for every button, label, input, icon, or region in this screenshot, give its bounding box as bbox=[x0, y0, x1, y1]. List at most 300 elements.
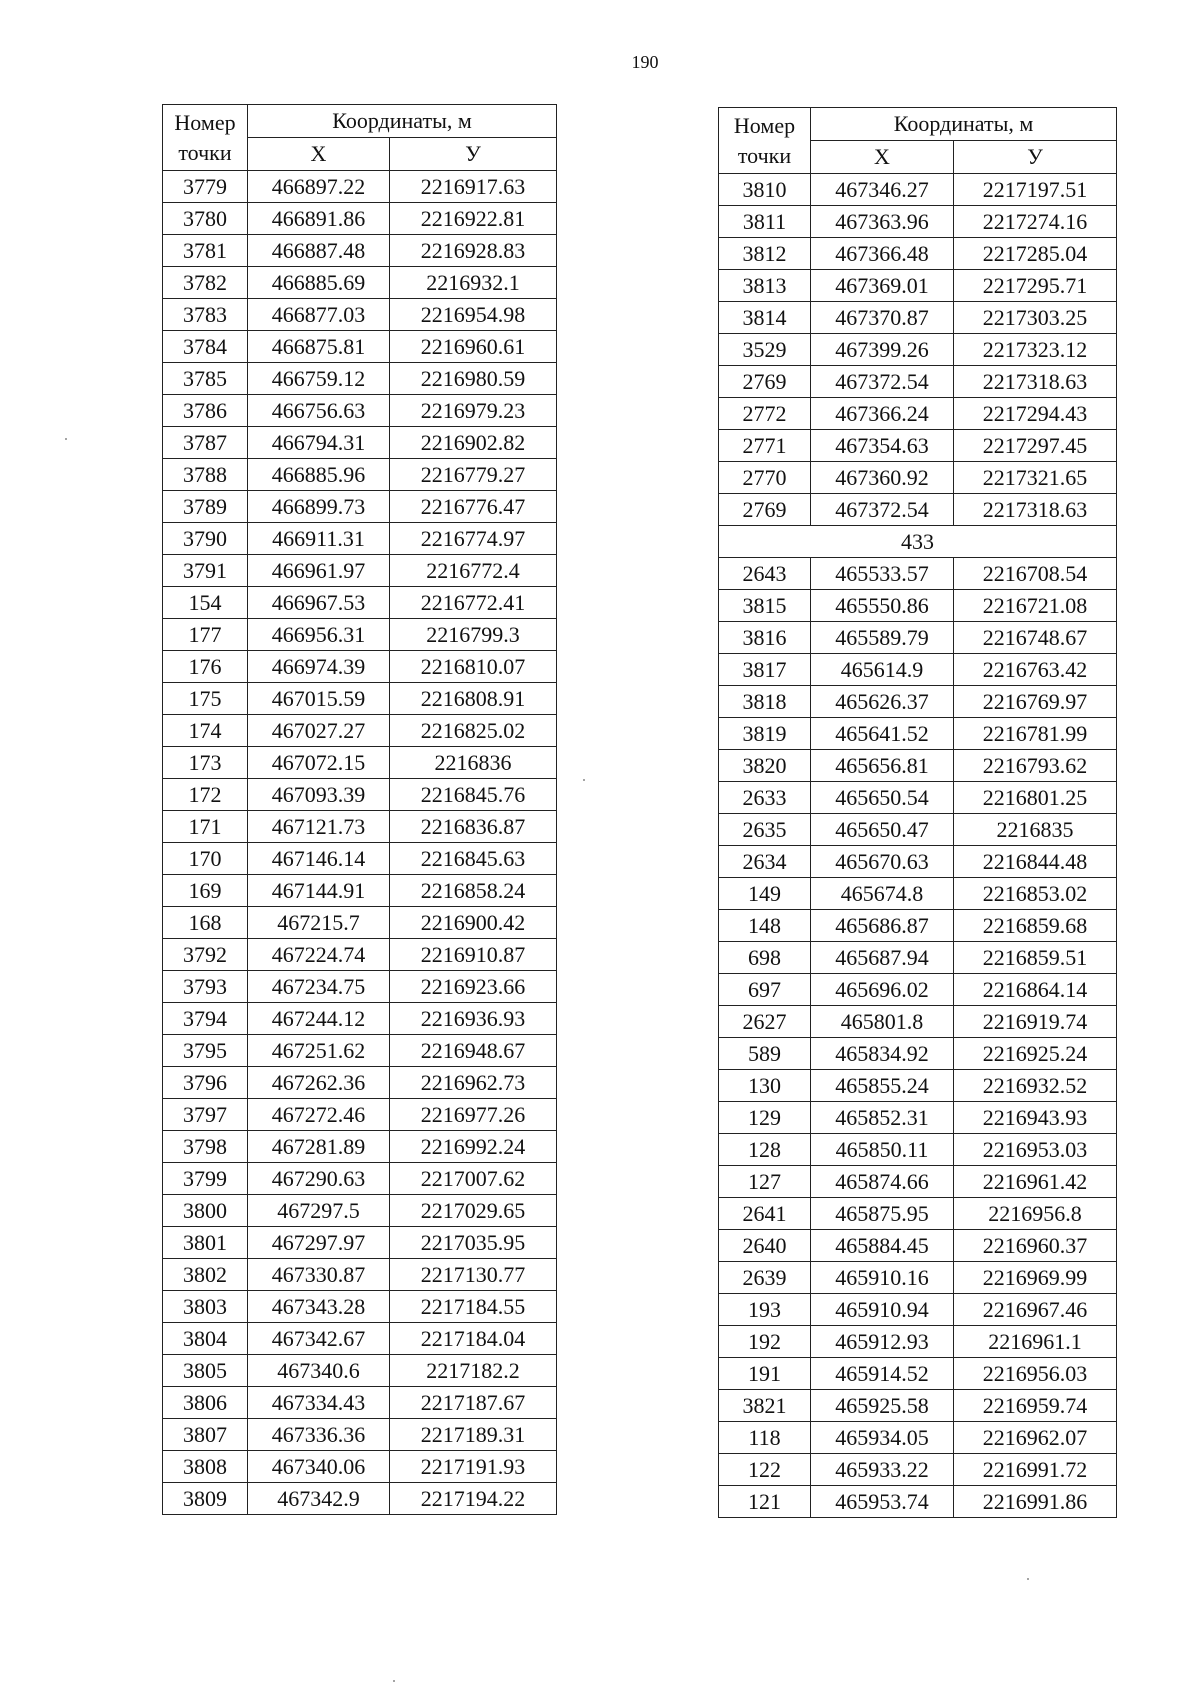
table-row bbox=[719, 686, 1117, 718]
x-column-header: X bbox=[811, 141, 954, 174]
table-row bbox=[719, 942, 1117, 974]
x-coordinate-cell: 465801.8 bbox=[811, 1006, 954, 1038]
y-coordinate-cell: 2216835 bbox=[954, 814, 1117, 846]
section-row bbox=[719, 526, 1117, 558]
table-row bbox=[163, 1355, 557, 1387]
x-coordinate-cell: 465912.93 bbox=[811, 1326, 954, 1358]
y-coordinate-cell: 2216979.23 bbox=[390, 395, 557, 427]
y-coordinate-cell: 2216772.4 bbox=[390, 555, 557, 587]
table-row bbox=[719, 1134, 1117, 1166]
y-coordinate-cell: 2216910.87 bbox=[390, 939, 557, 971]
y-coordinate-cell: 2216959.74 bbox=[954, 1390, 1117, 1422]
point-number-header bbox=[163, 105, 248, 171]
coordinates-header: Координаты, м bbox=[811, 108, 1117, 141]
table-row bbox=[719, 558, 1117, 590]
table-row bbox=[719, 1358, 1117, 1390]
table-row bbox=[163, 1291, 557, 1323]
table-row bbox=[163, 459, 557, 491]
y-coordinate-cell: 2216779.27 bbox=[390, 459, 557, 491]
y-coordinate-cell: 2217029.65 bbox=[390, 1195, 557, 1227]
point-number-cell: 3801 bbox=[163, 1227, 248, 1259]
y-coordinate-cell: 2216962.73 bbox=[390, 1067, 557, 1099]
point-number-cell: 3791 bbox=[163, 555, 248, 587]
point-number-cell: 118 bbox=[719, 1422, 811, 1454]
y-coordinate-cell: 2216748.67 bbox=[954, 622, 1117, 654]
table-row bbox=[163, 1035, 557, 1067]
y-coordinate-cell: 2216922.81 bbox=[390, 203, 557, 235]
point-number-cell: 3806 bbox=[163, 1387, 248, 1419]
point-number-cell: 2627 bbox=[719, 1006, 811, 1038]
y-coordinate-cell: 2216992.24 bbox=[390, 1131, 557, 1163]
point-number-cell: 176 bbox=[163, 651, 248, 683]
x-coordinate-cell: 466885.69 bbox=[248, 267, 390, 299]
y-coordinate-cell: 2216917.63 bbox=[390, 171, 557, 203]
table-row bbox=[719, 1166, 1117, 1198]
x-coordinate-cell: 465550.86 bbox=[811, 590, 954, 622]
x-coordinate-cell: 467244.12 bbox=[248, 1003, 390, 1035]
y-coordinate-cell: 2216925.24 bbox=[954, 1038, 1117, 1070]
y-coordinate-cell: 2216953.03 bbox=[954, 1134, 1117, 1166]
y-coordinate-cell: 2216864.14 bbox=[954, 974, 1117, 1006]
x-coordinate-cell: 467224.74 bbox=[248, 939, 390, 971]
point-number-cell: 170 bbox=[163, 843, 248, 875]
point-number-cell: 589 bbox=[719, 1038, 811, 1070]
point-number-cell: 3783 bbox=[163, 299, 248, 331]
y-coordinate-cell: 2216845.63 bbox=[390, 843, 557, 875]
point-number-cell: 3800 bbox=[163, 1195, 248, 1227]
table-row bbox=[719, 206, 1117, 238]
scan-speck bbox=[583, 779, 585, 781]
y-coordinate-cell: 2216967.46 bbox=[954, 1294, 1117, 1326]
x-coordinate-cell: 465686.87 bbox=[811, 910, 954, 942]
x-coordinate-cell: 467372.54 bbox=[811, 366, 954, 398]
point-number-cell: 3812 bbox=[719, 238, 811, 270]
x-coordinate-cell: 466961.97 bbox=[248, 555, 390, 587]
point-number-cell: 171 bbox=[163, 811, 248, 843]
y-coordinate-cell: 2216919.74 bbox=[954, 1006, 1117, 1038]
table-row bbox=[163, 299, 557, 331]
point-number-cell: 3817 bbox=[719, 654, 811, 686]
x-coordinate-cell: 465953.74 bbox=[811, 1486, 954, 1518]
x-coordinate-cell: 467366.48 bbox=[811, 238, 954, 270]
y-coordinate-cell: 2217318.63 bbox=[954, 366, 1117, 398]
y-coordinate-cell: 2216956.8 bbox=[954, 1198, 1117, 1230]
table-row bbox=[163, 395, 557, 427]
y-coordinate-cell: 2216960.61 bbox=[390, 331, 557, 363]
x-coordinate-cell: 467144.91 bbox=[248, 875, 390, 907]
x-coordinate-cell: 466887.48 bbox=[248, 235, 390, 267]
point-number-cell: 2633 bbox=[719, 782, 811, 814]
x-coordinate-cell: 466911.31 bbox=[248, 523, 390, 555]
y-coordinate-cell: 2217318.63 bbox=[954, 494, 1117, 526]
point-label-line1: Номер bbox=[174, 109, 236, 135]
table-row bbox=[719, 462, 1117, 494]
table-row bbox=[163, 1195, 557, 1227]
y-coordinate-cell: 2216763.42 bbox=[954, 654, 1117, 686]
point-number-cell: 149 bbox=[719, 878, 811, 910]
point-number-cell: 3785 bbox=[163, 363, 248, 395]
point-number-cell: 3819 bbox=[719, 718, 811, 750]
table-row bbox=[719, 782, 1117, 814]
table-row bbox=[163, 1451, 557, 1483]
point-number-cell: 122 bbox=[719, 1454, 811, 1486]
x-coordinate-cell: 467290.63 bbox=[248, 1163, 390, 1195]
y-coordinate-cell: 2216853.02 bbox=[954, 878, 1117, 910]
point-number-cell: 2772 bbox=[719, 398, 811, 430]
x-coordinate-cell: 467015.59 bbox=[248, 683, 390, 715]
x-coordinate-cell: 467340.6 bbox=[248, 1355, 390, 1387]
y-coordinate-cell: 2216721.08 bbox=[954, 590, 1117, 622]
y-coordinate-cell: 2216859.51 bbox=[954, 942, 1117, 974]
point-number-cell: 2639 bbox=[719, 1262, 811, 1294]
scan-speck bbox=[393, 1680, 395, 1682]
table-row bbox=[163, 843, 557, 875]
x-coordinate-cell: 466885.96 bbox=[248, 459, 390, 491]
y-coordinate-cell: 2216932.52 bbox=[954, 1070, 1117, 1102]
x-coordinate-cell: 465910.94 bbox=[811, 1294, 954, 1326]
x-coordinate-cell: 467354.63 bbox=[811, 430, 954, 462]
point-number-cell: 3780 bbox=[163, 203, 248, 235]
y-coordinate-cell: 2217285.04 bbox=[954, 238, 1117, 270]
table-row bbox=[163, 203, 557, 235]
y-coordinate-cell: 2217187.67 bbox=[390, 1387, 557, 1419]
y-coordinate-cell: 2216858.24 bbox=[390, 875, 557, 907]
point-number-cell: 3798 bbox=[163, 1131, 248, 1163]
point-number-cell: 3803 bbox=[163, 1291, 248, 1323]
y-coordinate-cell: 2216836.87 bbox=[390, 811, 557, 843]
point-number-cell: 154 bbox=[163, 587, 248, 619]
point-number-cell: 3779 bbox=[163, 171, 248, 203]
point-number-cell: 172 bbox=[163, 779, 248, 811]
point-number-cell: 3529 bbox=[719, 334, 811, 366]
x-coordinate-cell: 467297.97 bbox=[248, 1227, 390, 1259]
x-coordinate-cell: 467343.28 bbox=[248, 1291, 390, 1323]
y-coordinate-cell: 2216859.68 bbox=[954, 910, 1117, 942]
table-row bbox=[719, 654, 1117, 686]
point-label-line2: точки bbox=[178, 139, 232, 165]
point-number-cell: 3811 bbox=[719, 206, 811, 238]
y-coordinate-cell: 2216769.97 bbox=[954, 686, 1117, 718]
scan-speck bbox=[1027, 1578, 1029, 1580]
table-row bbox=[719, 1486, 1117, 1518]
table-row bbox=[719, 878, 1117, 910]
y-coordinate-cell: 2216991.86 bbox=[954, 1486, 1117, 1518]
point-number-cell: 3794 bbox=[163, 1003, 248, 1035]
y-column-header: У bbox=[954, 141, 1117, 174]
point-number-cell: 3799 bbox=[163, 1163, 248, 1195]
x-coordinate-cell: 465834.92 bbox=[811, 1038, 954, 1070]
table-row bbox=[163, 1099, 557, 1131]
x-coordinate-cell: 467272.46 bbox=[248, 1099, 390, 1131]
y-coordinate-cell: 2217321.65 bbox=[954, 462, 1117, 494]
x-coordinate-cell: 466794.31 bbox=[248, 427, 390, 459]
point-number-cell: 128 bbox=[719, 1134, 811, 1166]
table-row bbox=[719, 366, 1117, 398]
y-coordinate-cell: 2217182.2 bbox=[390, 1355, 557, 1387]
x-coordinate-cell: 466877.03 bbox=[248, 299, 390, 331]
point-number-cell: 148 bbox=[719, 910, 811, 942]
x-coordinate-cell: 466891.86 bbox=[248, 203, 390, 235]
x-coordinate-cell: 465914.52 bbox=[811, 1358, 954, 1390]
x-coordinate-cell: 465874.66 bbox=[811, 1166, 954, 1198]
y-coordinate-cell: 2216956.03 bbox=[954, 1358, 1117, 1390]
point-number-cell: 3797 bbox=[163, 1099, 248, 1131]
table-row bbox=[719, 334, 1117, 366]
point-number-cell: 173 bbox=[163, 747, 248, 779]
point-number-cell: 3805 bbox=[163, 1355, 248, 1387]
x-coordinate-cell: 465884.45 bbox=[811, 1230, 954, 1262]
x-coordinate-cell: 467342.67 bbox=[248, 1323, 390, 1355]
x-coordinate-cell: 465614.9 bbox=[811, 654, 954, 686]
y-coordinate-cell: 2217007.62 bbox=[390, 1163, 557, 1195]
point-number-cell: 2769 bbox=[719, 494, 811, 526]
point-label-line2: точки bbox=[737, 142, 792, 168]
y-coordinate-cell: 2217197.51 bbox=[954, 174, 1117, 206]
y-coordinate-cell: 2216962.07 bbox=[954, 1422, 1117, 1454]
x-coordinate-cell: 467366.24 bbox=[811, 398, 954, 430]
y-coordinate-cell: 2216810.07 bbox=[390, 651, 557, 683]
y-coordinate-cell: 2216961.42 bbox=[954, 1166, 1117, 1198]
y-coordinate-cell: 2216954.98 bbox=[390, 299, 557, 331]
x-coordinate-cell: 465687.94 bbox=[811, 942, 954, 974]
y-coordinate-cell: 2216801.25 bbox=[954, 782, 1117, 814]
y-coordinate-cell: 2217130.77 bbox=[390, 1259, 557, 1291]
point-number-cell: 3802 bbox=[163, 1259, 248, 1291]
y-coordinate-cell: 2217189.31 bbox=[390, 1419, 557, 1451]
x-coordinate-cell: 466759.12 bbox=[248, 363, 390, 395]
x-coordinate-cell: 467370.87 bbox=[811, 302, 954, 334]
coordinates-header: Координаты, м bbox=[248, 105, 557, 138]
x-coordinate-cell: 467399.26 bbox=[811, 334, 954, 366]
y-coordinate-cell: 2217184.55 bbox=[390, 1291, 557, 1323]
y-coordinate-cell: 2217035.95 bbox=[390, 1227, 557, 1259]
table-row bbox=[719, 1294, 1117, 1326]
y-coordinate-cell: 2216991.72 bbox=[954, 1454, 1117, 1486]
x-coordinate-cell: 467146.14 bbox=[248, 843, 390, 875]
point-number-cell: 177 bbox=[163, 619, 248, 651]
x-coordinate-cell: 467340.06 bbox=[248, 1451, 390, 1483]
point-number-cell: 2771 bbox=[719, 430, 811, 462]
y-coordinate-cell: 2216902.82 bbox=[390, 427, 557, 459]
table-row bbox=[163, 267, 557, 299]
x-coordinate-cell: 465589.79 bbox=[811, 622, 954, 654]
x-coordinate-cell: 467346.27 bbox=[811, 174, 954, 206]
y-coordinate-cell: 2216799.3 bbox=[390, 619, 557, 651]
x-coordinate-cell: 467330.87 bbox=[248, 1259, 390, 1291]
table-row bbox=[163, 939, 557, 971]
x-coordinate-cell: 466967.53 bbox=[248, 587, 390, 619]
y-coordinate-cell: 2216969.99 bbox=[954, 1262, 1117, 1294]
y-coordinate-cell: 2216793.62 bbox=[954, 750, 1117, 782]
x-coordinate-cell: 465852.31 bbox=[811, 1102, 954, 1134]
x-coordinate-cell: 467372.54 bbox=[811, 494, 954, 526]
x-coordinate-cell: 467369.01 bbox=[811, 270, 954, 302]
table-row bbox=[719, 430, 1117, 462]
table-row bbox=[719, 398, 1117, 430]
x-coordinate-cell: 467121.73 bbox=[248, 811, 390, 843]
point-number-cell: 698 bbox=[719, 942, 811, 974]
table-row bbox=[163, 1483, 557, 1515]
x-coordinate-cell: 467251.62 bbox=[248, 1035, 390, 1067]
point-number-cell: 2640 bbox=[719, 1230, 811, 1262]
x-coordinate-cell: 465696.02 bbox=[811, 974, 954, 1006]
x-coordinate-cell: 467363.96 bbox=[811, 206, 954, 238]
x-coordinate-cell: 465674.8 bbox=[811, 878, 954, 910]
x-coordinate-cell: 465626.37 bbox=[811, 686, 954, 718]
x-coordinate-cell: 467342.9 bbox=[248, 1483, 390, 1515]
table-row bbox=[163, 875, 557, 907]
scan-speck bbox=[65, 438, 67, 440]
x-coordinate-cell: 465910.16 bbox=[811, 1262, 954, 1294]
point-number-cell: 3821 bbox=[719, 1390, 811, 1422]
point-number-cell: 168 bbox=[163, 907, 248, 939]
table-row bbox=[163, 1067, 557, 1099]
point-number-cell: 192 bbox=[719, 1326, 811, 1358]
x-coordinate-cell: 465650.54 bbox=[811, 782, 954, 814]
y-column-header: У bbox=[390, 138, 557, 171]
x-coordinate-cell: 465533.57 bbox=[811, 558, 954, 590]
point-number-cell: 191 bbox=[719, 1358, 811, 1390]
y-coordinate-cell: 2216932.1 bbox=[390, 267, 557, 299]
point-number-cell: 3784 bbox=[163, 331, 248, 363]
point-number-cell: 129 bbox=[719, 1102, 811, 1134]
point-label-line1: Номер bbox=[733, 112, 796, 138]
table-row bbox=[163, 747, 557, 779]
y-coordinate-cell: 2216825.02 bbox=[390, 715, 557, 747]
y-coordinate-cell: 2217294.43 bbox=[954, 398, 1117, 430]
section-number: 433 bbox=[719, 526, 1117, 558]
table-row bbox=[163, 235, 557, 267]
x-coordinate-cell: 466974.39 bbox=[248, 651, 390, 683]
point-number-cell: 2769 bbox=[719, 366, 811, 398]
point-number-cell: 3793 bbox=[163, 971, 248, 1003]
x-coordinate-cell: 467093.39 bbox=[248, 779, 390, 811]
x-coordinate-cell: 465650.47 bbox=[811, 814, 954, 846]
point-number-cell: 2643 bbox=[719, 558, 811, 590]
x-coordinate-cell: 465875.95 bbox=[811, 1198, 954, 1230]
x-coordinate-cell: 466756.63 bbox=[248, 395, 390, 427]
table-row bbox=[163, 491, 557, 523]
table-row bbox=[163, 1227, 557, 1259]
table-row bbox=[719, 814, 1117, 846]
x-coordinate-cell: 467281.89 bbox=[248, 1131, 390, 1163]
point-number-cell: 2641 bbox=[719, 1198, 811, 1230]
y-coordinate-cell: 2216923.66 bbox=[390, 971, 557, 1003]
table-row bbox=[719, 270, 1117, 302]
y-coordinate-cell: 2216776.47 bbox=[390, 491, 557, 523]
table-row bbox=[163, 651, 557, 683]
table-row bbox=[719, 622, 1117, 654]
point-number-cell: 3820 bbox=[719, 750, 811, 782]
table-row bbox=[163, 1387, 557, 1419]
point-number-cell: 127 bbox=[719, 1166, 811, 1198]
point-number-cell: 3818 bbox=[719, 686, 811, 718]
table-row bbox=[163, 779, 557, 811]
y-coordinate-cell: 2216961.1 bbox=[954, 1326, 1117, 1358]
x-coordinate-cell: 467072.15 bbox=[248, 747, 390, 779]
x-column-header: X bbox=[248, 138, 390, 171]
y-coordinate-cell: 2216772.41 bbox=[390, 587, 557, 619]
table-row bbox=[719, 1102, 1117, 1134]
y-coordinate-cell: 2216948.67 bbox=[390, 1035, 557, 1067]
y-coordinate-cell: 2216781.99 bbox=[954, 718, 1117, 750]
table-row bbox=[163, 523, 557, 555]
point-number-cell: 2635 bbox=[719, 814, 811, 846]
x-coordinate-cell: 465855.24 bbox=[811, 1070, 954, 1102]
point-number-cell: 174 bbox=[163, 715, 248, 747]
y-coordinate-cell: 2216708.54 bbox=[954, 558, 1117, 590]
point-number-cell: 169 bbox=[163, 875, 248, 907]
point-number-cell: 3792 bbox=[163, 939, 248, 971]
table-row bbox=[163, 331, 557, 363]
table-row bbox=[163, 619, 557, 651]
point-number-cell: 3808 bbox=[163, 1451, 248, 1483]
x-coordinate-cell: 466897.22 bbox=[248, 171, 390, 203]
table-row bbox=[163, 555, 557, 587]
point-number-cell: 193 bbox=[719, 1294, 811, 1326]
y-coordinate-cell: 2216960.37 bbox=[954, 1230, 1117, 1262]
y-coordinate-cell: 2216928.83 bbox=[390, 235, 557, 267]
y-coordinate-cell: 2217191.93 bbox=[390, 1451, 557, 1483]
x-coordinate-cell: 465934.05 bbox=[811, 1422, 954, 1454]
x-coordinate-cell: 465850.11 bbox=[811, 1134, 954, 1166]
table-row bbox=[163, 811, 557, 843]
y-coordinate-cell: 2217297.45 bbox=[954, 430, 1117, 462]
table-row bbox=[719, 910, 1117, 942]
point-number-header bbox=[719, 108, 811, 174]
point-number-cell: 3788 bbox=[163, 459, 248, 491]
table-row bbox=[719, 846, 1117, 878]
y-coordinate-cell: 2217295.71 bbox=[954, 270, 1117, 302]
point-number-cell: 3804 bbox=[163, 1323, 248, 1355]
table-row bbox=[163, 907, 557, 939]
table-row bbox=[163, 1323, 557, 1355]
table-row bbox=[163, 1163, 557, 1195]
y-coordinate-cell: 2216844.48 bbox=[954, 846, 1117, 878]
point-number-cell: 3796 bbox=[163, 1067, 248, 1099]
x-coordinate-cell: 465925.58 bbox=[811, 1390, 954, 1422]
table-row bbox=[719, 238, 1117, 270]
table-row bbox=[163, 1259, 557, 1291]
point-number-cell: 697 bbox=[719, 974, 811, 1006]
point-number-cell: 3810 bbox=[719, 174, 811, 206]
point-number-cell: 3782 bbox=[163, 267, 248, 299]
table-row bbox=[719, 302, 1117, 334]
table-row bbox=[719, 1006, 1117, 1038]
x-coordinate-cell: 467360.92 bbox=[811, 462, 954, 494]
point-number-cell: 3781 bbox=[163, 235, 248, 267]
x-coordinate-cell: 465656.81 bbox=[811, 750, 954, 782]
y-coordinate-cell: 2216977.26 bbox=[390, 1099, 557, 1131]
point-number-cell: 130 bbox=[719, 1070, 811, 1102]
x-coordinate-cell: 467334.43 bbox=[248, 1387, 390, 1419]
x-coordinate-cell: 467215.7 bbox=[248, 907, 390, 939]
point-number-cell: 3809 bbox=[163, 1483, 248, 1515]
table-row bbox=[163, 1419, 557, 1451]
table-row bbox=[163, 171, 557, 203]
table-row bbox=[163, 715, 557, 747]
point-number-cell: 2634 bbox=[719, 846, 811, 878]
point-number-cell: 3795 bbox=[163, 1035, 248, 1067]
y-coordinate-cell: 2217184.04 bbox=[390, 1323, 557, 1355]
table-row bbox=[719, 1390, 1117, 1422]
y-coordinate-cell: 2217303.25 bbox=[954, 302, 1117, 334]
table-row bbox=[163, 1131, 557, 1163]
x-coordinate-cell: 467027.27 bbox=[248, 715, 390, 747]
table-row bbox=[163, 971, 557, 1003]
y-coordinate-cell: 2216936.93 bbox=[390, 1003, 557, 1035]
table-row bbox=[719, 1198, 1117, 1230]
